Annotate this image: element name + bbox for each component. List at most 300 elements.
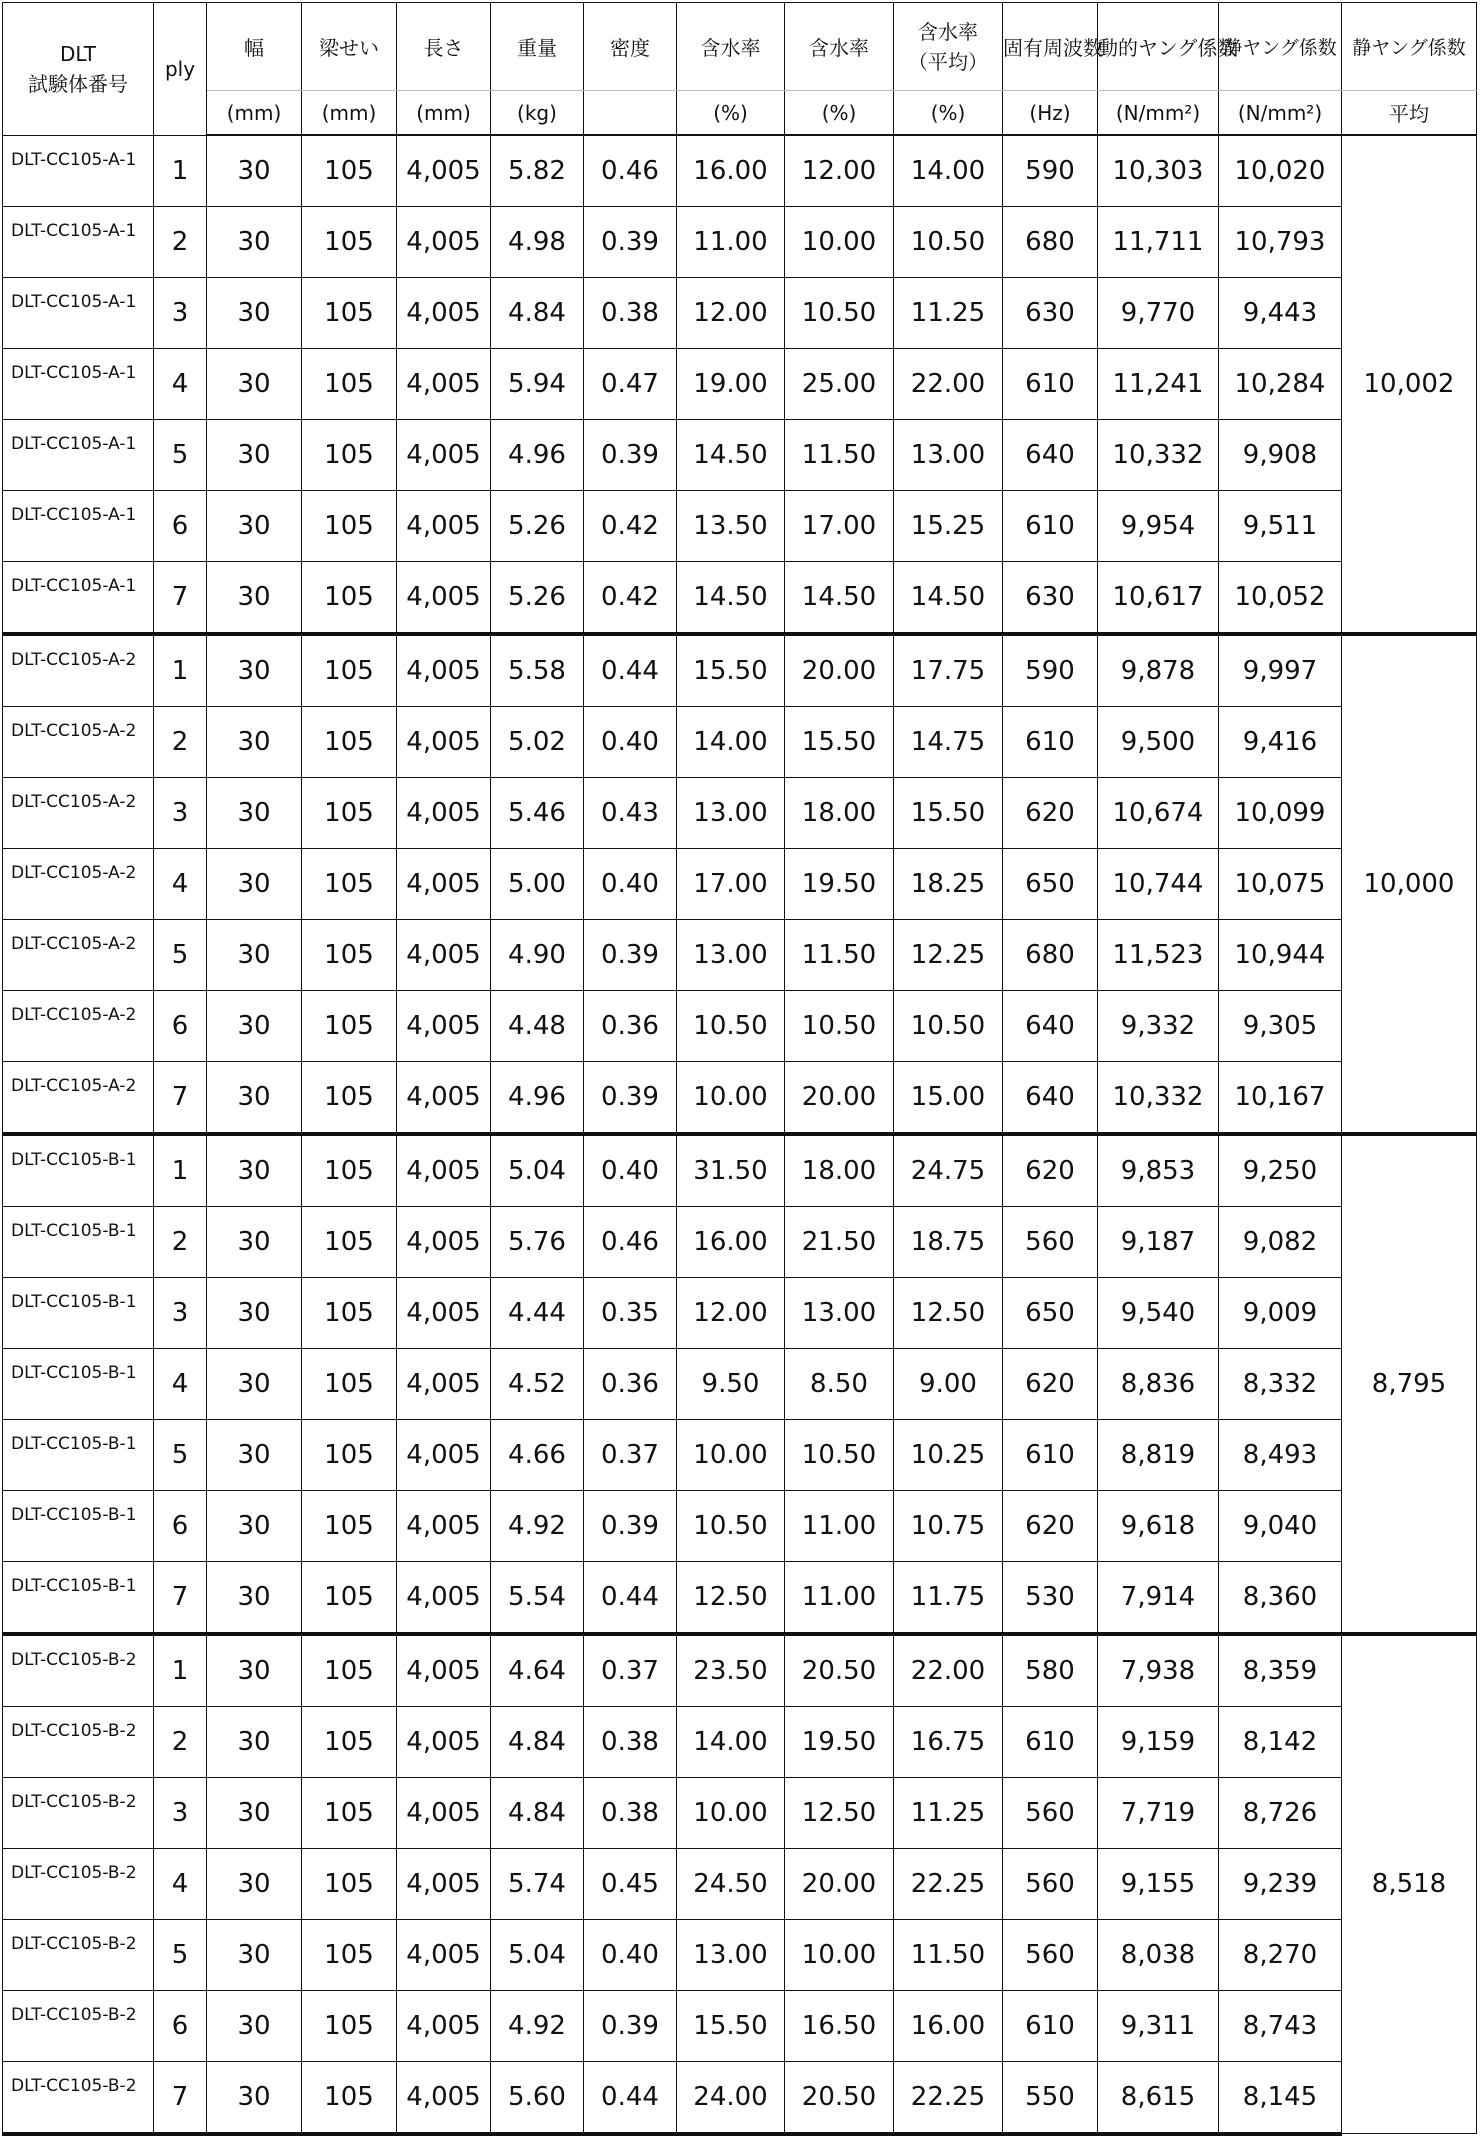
cell-dynamic-young-modulus: 11,241: [1098, 348, 1219, 419]
cell-static-young-modulus: 8,360: [1219, 1561, 1342, 1634]
cell-moisture-2: 11.50: [785, 419, 894, 490]
cell-dynamic-young-modulus: 9,853: [1098, 1134, 1219, 1207]
cell-moisture-1: 10.50: [677, 990, 785, 1061]
cell-specimen-id: DLT-CC105-B-2: [3, 1777, 154, 1848]
cell-depth: 105: [302, 419, 397, 490]
cell-weight: 5.26: [491, 561, 584, 634]
cell-moisture-average: 16.00: [894, 1990, 1003, 2061]
cell-frequency: 550: [1003, 2061, 1098, 2134]
cell-frequency: 610: [1003, 348, 1098, 419]
cell-moisture-1: 12.00: [677, 1277, 785, 1348]
cell-specimen-id: DLT-CC105-B-2: [3, 1990, 154, 2061]
cell-specimen-id: DLT-CC105-B-2: [3, 1634, 154, 1707]
table-row: [3, 135, 1477, 206]
cell-moisture-1: 16.00: [677, 135, 785, 206]
cell-frequency: 640: [1003, 990, 1098, 1061]
cell-length: 4,005: [397, 706, 491, 777]
cell-static-young-modulus: 8,270: [1219, 1919, 1342, 1990]
table-row: [3, 277, 1477, 348]
cell-density: 0.37: [584, 1419, 677, 1490]
cell-specimen-id: DLT-CC105-A-1: [3, 561, 154, 634]
cell-depth: 105: [302, 1777, 397, 1848]
cell-width: 30: [207, 206, 302, 277]
cell-ply: 4: [154, 1348, 207, 1419]
cell-width: 30: [207, 1777, 302, 1848]
cell-density: 0.39: [584, 919, 677, 990]
cell-ply: 6: [154, 1990, 207, 2061]
cell-width: 30: [207, 1206, 302, 1277]
cell-frequency: 620: [1003, 1348, 1098, 1419]
cell-ply: 6: [154, 1490, 207, 1561]
cell-static-young-modulus: 9,009: [1219, 1277, 1342, 1348]
cell-length: 4,005: [397, 1848, 491, 1919]
unit-dynamic-young-modulus: (N/mm²): [1098, 91, 1219, 136]
cell-static-young-modulus: 9,443: [1219, 277, 1342, 348]
cell-width: 30: [207, 1848, 302, 1919]
header-width: 幅: [207, 3, 302, 91]
cell-ply: 6: [154, 990, 207, 1061]
table-row: [3, 490, 1477, 561]
cell-weight: 5.46: [491, 777, 584, 848]
cell-frequency: 640: [1003, 419, 1098, 490]
cell-width: 30: [207, 1919, 302, 1990]
cell-moisture-1: 10.00: [677, 1061, 785, 1134]
cell-dynamic-young-modulus: 7,719: [1098, 1777, 1219, 1848]
cell-dynamic-young-modulus: 10,332: [1098, 419, 1219, 490]
cell-dynamic-young-modulus: 9,311: [1098, 1990, 1219, 2061]
cell-depth: 105: [302, 277, 397, 348]
cell-length: 4,005: [397, 277, 491, 348]
cell-length: 4,005: [397, 1277, 491, 1348]
table-row: [3, 634, 1477, 707]
cell-moisture-average: 17.75: [894, 634, 1003, 707]
cell-frequency: 610: [1003, 1706, 1098, 1777]
cell-specimen-id: DLT-CC105-B-2: [3, 1919, 154, 1990]
cell-weight: 5.04: [491, 1134, 584, 1207]
cell-depth: 105: [302, 1061, 397, 1134]
cell-moisture-average: 11.75: [894, 1561, 1003, 1634]
cell-weight: 5.00: [491, 848, 584, 919]
cell-dynamic-young-modulus: 9,878: [1098, 634, 1219, 707]
cell-moisture-2: 12.00: [785, 135, 894, 206]
cell-length: 4,005: [397, 419, 491, 490]
cell-width: 30: [207, 1061, 302, 1134]
cell-frequency: 680: [1003, 206, 1098, 277]
cell-length: 4,005: [397, 1348, 491, 1419]
cell-weight: 4.96: [491, 1061, 584, 1134]
cell-weight: 5.04: [491, 1919, 584, 1990]
cell-weight: 5.94: [491, 348, 584, 419]
cell-frequency: 610: [1003, 706, 1098, 777]
cell-moisture-1: 10.50: [677, 1490, 785, 1561]
header-static-young-modulus: 静ヤング係数: [1219, 3, 1342, 91]
cell-frequency: 610: [1003, 490, 1098, 561]
cell-width: 30: [207, 706, 302, 777]
cell-depth: 105: [302, 206, 397, 277]
cell-dynamic-young-modulus: 9,770: [1098, 277, 1219, 348]
unit-width: (mm): [207, 91, 302, 136]
cell-ply: 3: [154, 277, 207, 348]
table-row: [3, 1848, 1477, 1919]
cell-moisture-2: 12.50: [785, 1777, 894, 1848]
cell-group-average: 8,518: [1342, 1634, 1477, 2134]
cell-moisture-average: 18.75: [894, 1206, 1003, 1277]
unit-weight: (kg): [491, 91, 584, 136]
cell-depth: 105: [302, 990, 397, 1061]
cell-density: 0.39: [584, 1490, 677, 1561]
cell-length: 4,005: [397, 1561, 491, 1634]
cell-frequency: 630: [1003, 277, 1098, 348]
cell-static-young-modulus: 10,167: [1219, 1061, 1342, 1134]
cell-moisture-average: 11.25: [894, 277, 1003, 348]
table-row: [3, 2061, 1477, 2134]
cell-moisture-average: 22.25: [894, 2061, 1003, 2134]
cell-length: 4,005: [397, 1206, 491, 1277]
table-row: [3, 1061, 1477, 1134]
cell-weight: 5.58: [491, 634, 584, 707]
unit-frequency: (Hz): [1003, 91, 1098, 136]
cell-width: 30: [207, 919, 302, 990]
cell-static-young-modulus: 9,997: [1219, 634, 1342, 707]
header-specimen-id: [3, 3, 154, 136]
cell-moisture-2: 20.00: [785, 634, 894, 707]
cell-density: 0.38: [584, 1706, 677, 1777]
cell-moisture-average: 15.25: [894, 490, 1003, 561]
table-row: [3, 848, 1477, 919]
cell-specimen-id: DLT-CC105-B-2: [3, 2061, 154, 2134]
cell-moisture-2: 19.50: [785, 848, 894, 919]
cell-moisture-average: 22.25: [894, 1848, 1003, 1919]
cell-length: 4,005: [397, 1706, 491, 1777]
cell-depth: 105: [302, 348, 397, 419]
cell-depth: 105: [302, 135, 397, 206]
cell-group-average: 10,002: [1342, 135, 1477, 634]
header-weight: 重量: [491, 3, 584, 91]
cell-weight: 5.74: [491, 1848, 584, 1919]
cell-frequency: 620: [1003, 1490, 1098, 1561]
cell-frequency: 650: [1003, 848, 1098, 919]
cell-dynamic-young-modulus: 9,155: [1098, 1848, 1219, 1919]
cell-dynamic-young-modulus: 8,038: [1098, 1919, 1219, 1990]
cell-depth: 105: [302, 2061, 397, 2134]
table-row: [3, 1777, 1477, 1848]
cell-moisture-average: 15.50: [894, 777, 1003, 848]
cell-width: 30: [207, 777, 302, 848]
cell-ply: 3: [154, 777, 207, 848]
cell-density: 0.47: [584, 348, 677, 419]
cell-frequency: 620: [1003, 777, 1098, 848]
cell-ply: 1: [154, 634, 207, 707]
cell-length: 4,005: [397, 561, 491, 634]
unit-length: (mm): [397, 91, 491, 136]
cell-length: 4,005: [397, 1634, 491, 1707]
cell-group-average: 10,000: [1342, 634, 1477, 1134]
cell-dynamic-young-modulus: 11,523: [1098, 919, 1219, 990]
cell-specimen-id: DLT-CC105-B-1: [3, 1419, 154, 1490]
cell-specimen-id: DLT-CC105-A-2: [3, 1061, 154, 1134]
table-row: [3, 1134, 1477, 1207]
cell-width: 30: [207, 1706, 302, 1777]
cell-density: 0.39: [584, 1990, 677, 2061]
cell-moisture-1: 15.50: [677, 1990, 785, 2061]
cell-specimen-id: DLT-CC105-B-2: [3, 1848, 154, 1919]
cell-weight: 4.44: [491, 1277, 584, 1348]
table-row: [3, 990, 1477, 1061]
cell-specimen-id: DLT-CC105-A-1: [3, 348, 154, 419]
cell-specimen-id: DLT-CC105-A-2: [3, 634, 154, 707]
cell-weight: 4.92: [491, 1490, 584, 1561]
unit-moisture-2: (%): [785, 91, 894, 136]
cell-depth: 105: [302, 1134, 397, 1207]
cell-ply: 3: [154, 1777, 207, 1848]
cell-width: 30: [207, 1277, 302, 1348]
header-moisture-average-line1: 含水率: [918, 19, 978, 44]
header-depth: 梁せい: [302, 3, 397, 91]
cell-frequency: 560: [1003, 1206, 1098, 1277]
cell-dynamic-young-modulus: 7,914: [1098, 1561, 1219, 1634]
cell-depth: 105: [302, 1919, 397, 1990]
cell-length: 4,005: [397, 990, 491, 1061]
cell-weight: 5.54: [491, 1561, 584, 1634]
header-natural-frequency: 固有周波数: [1003, 3, 1098, 91]
table-row: [3, 777, 1477, 848]
cell-specimen-id: DLT-CC105-A-2: [3, 919, 154, 990]
header-static-young-modulus-average: 静ヤング係数: [1342, 3, 1477, 91]
table-row: [3, 1277, 1477, 1348]
cell-specimen-id: DLT-CC105-A-2: [3, 706, 154, 777]
cell-density: 0.40: [584, 706, 677, 777]
cell-moisture-1: 12.50: [677, 1561, 785, 1634]
cell-frequency: 620: [1003, 1134, 1098, 1207]
cell-width: 30: [207, 634, 302, 707]
cell-density: 0.42: [584, 490, 677, 561]
cell-static-young-modulus: 10,944: [1219, 919, 1342, 990]
cell-moisture-average: 10.50: [894, 206, 1003, 277]
header-moisture-1: 含水率: [677, 3, 785, 91]
cell-moisture-2: 14.50: [785, 561, 894, 634]
cell-moisture-1: 15.50: [677, 634, 785, 707]
cell-moisture-2: 21.50: [785, 1206, 894, 1277]
cell-width: 30: [207, 348, 302, 419]
cell-width: 30: [207, 848, 302, 919]
unit-static-young-modulus: (N/mm²): [1219, 91, 1342, 136]
cell-moisture-average: 22.00: [894, 1634, 1003, 1707]
cell-frequency: 610: [1003, 1990, 1098, 2061]
cell-specimen-id: DLT-CC105-B-1: [3, 1134, 154, 1207]
cell-moisture-2: 17.00: [785, 490, 894, 561]
cell-dynamic-young-modulus: 9,500: [1098, 706, 1219, 777]
table-row: [3, 1490, 1477, 1561]
cell-length: 4,005: [397, 1990, 491, 2061]
cell-static-young-modulus: 9,511: [1219, 490, 1342, 561]
cell-moisture-2: 20.50: [785, 1634, 894, 1707]
cell-moisture-average: 10.50: [894, 990, 1003, 1061]
cell-density: 0.42: [584, 561, 677, 634]
cell-density: 0.36: [584, 990, 677, 1061]
cell-width: 30: [207, 1990, 302, 2061]
cell-static-young-modulus: 8,743: [1219, 1990, 1342, 2061]
cell-moisture-average: 10.75: [894, 1490, 1003, 1561]
cell-frequency: 580: [1003, 1634, 1098, 1707]
cell-width: 30: [207, 419, 302, 490]
cell-density: 0.38: [584, 1777, 677, 1848]
cell-static-young-modulus: 10,052: [1219, 561, 1342, 634]
cell-moisture-2: 11.00: [785, 1490, 894, 1561]
cell-moisture-1: 24.00: [677, 2061, 785, 2134]
cell-width: 30: [207, 1134, 302, 1207]
cell-weight: 4.84: [491, 277, 584, 348]
cell-length: 4,005: [397, 848, 491, 919]
cell-specimen-id: DLT-CC105-A-2: [3, 777, 154, 848]
cell-frequency: 590: [1003, 135, 1098, 206]
cell-length: 4,005: [397, 777, 491, 848]
cell-weight: 5.02: [491, 706, 584, 777]
cell-moisture-2: 10.50: [785, 277, 894, 348]
table-row: [3, 1206, 1477, 1277]
header-moisture-2: 含水率: [785, 3, 894, 91]
cell-weight: 4.64: [491, 1634, 584, 1707]
cell-weight: 4.98: [491, 206, 584, 277]
cell-moisture-2: 19.50: [785, 1706, 894, 1777]
cell-moisture-average: 22.00: [894, 348, 1003, 419]
cell-width: 30: [207, 1561, 302, 1634]
cell-frequency: 590: [1003, 634, 1098, 707]
table-row: [3, 919, 1477, 990]
cell-static-young-modulus: 9,416: [1219, 706, 1342, 777]
cell-static-young-modulus: 9,040: [1219, 1490, 1342, 1561]
header-moisture-average-line2: （平均）: [908, 49, 988, 74]
cell-specimen-id: DLT-CC105-A-1: [3, 277, 154, 348]
cell-width: 30: [207, 277, 302, 348]
cell-length: 4,005: [397, 634, 491, 707]
cell-ply: 5: [154, 1419, 207, 1490]
cell-depth: 105: [302, 1419, 397, 1490]
cell-length: 4,005: [397, 1919, 491, 1990]
cell-moisture-2: 15.50: [785, 706, 894, 777]
cell-dynamic-young-modulus: 7,938: [1098, 1634, 1219, 1707]
cell-ply: 2: [154, 1206, 207, 1277]
cell-specimen-id: DLT-CC105-B-1: [3, 1348, 154, 1419]
cell-weight: 5.60: [491, 2061, 584, 2134]
cell-frequency: 560: [1003, 1919, 1098, 1990]
cell-specimen-id: DLT-CC105-B-1: [3, 1277, 154, 1348]
cell-static-young-modulus: 10,075: [1219, 848, 1342, 919]
cell-moisture-2: 13.00: [785, 1277, 894, 1348]
cell-weight: 4.92: [491, 1990, 584, 2061]
cell-length: 4,005: [397, 1061, 491, 1134]
cell-moisture-1: 13.50: [677, 490, 785, 561]
cell-moisture-average: 10.25: [894, 1419, 1003, 1490]
cell-density: 0.44: [584, 2061, 677, 2134]
table-row: [3, 348, 1477, 419]
cell-density: 0.39: [584, 1061, 677, 1134]
cell-moisture-1: 14.50: [677, 561, 785, 634]
cell-dynamic-young-modulus: 8,615: [1098, 2061, 1219, 2134]
cell-specimen-id: DLT-CC105-A-1: [3, 206, 154, 277]
cell-moisture-2: 10.50: [785, 1419, 894, 1490]
cell-depth: 105: [302, 706, 397, 777]
cell-static-young-modulus: 10,020: [1219, 135, 1342, 206]
cell-density: 0.46: [584, 1206, 677, 1277]
cell-static-young-modulus: 9,082: [1219, 1206, 1342, 1277]
cell-length: 4,005: [397, 135, 491, 206]
cell-density: 0.39: [584, 419, 677, 490]
cell-moisture-1: 19.00: [677, 348, 785, 419]
cell-depth: 105: [302, 1490, 397, 1561]
header-specimen-id-line2: 試験体番号: [28, 71, 128, 96]
cell-length: 4,005: [397, 1419, 491, 1490]
cell-moisture-average: 14.50: [894, 561, 1003, 634]
cell-ply: 4: [154, 348, 207, 419]
cell-moisture-1: 31.50: [677, 1134, 785, 1207]
cell-specimen-id: DLT-CC105-B-1: [3, 1490, 154, 1561]
cell-weight: 4.96: [491, 419, 584, 490]
cell-ply: 1: [154, 1134, 207, 1207]
cell-static-young-modulus: 10,793: [1219, 206, 1342, 277]
table-row: [3, 1419, 1477, 1490]
cell-depth: 105: [302, 1706, 397, 1777]
header-specimen-id-line1: DLT: [59, 41, 96, 66]
cell-length: 4,005: [397, 490, 491, 561]
cell-ply: 4: [154, 848, 207, 919]
cell-density: 0.36: [584, 1348, 677, 1419]
unit-density: [584, 91, 677, 136]
cell-depth: 105: [302, 1348, 397, 1419]
cell-moisture-2: 16.50: [785, 1990, 894, 2061]
cell-length: 4,005: [397, 206, 491, 277]
cell-moisture-1: 13.00: [677, 919, 785, 990]
cell-moisture-2: 25.00: [785, 348, 894, 419]
cell-depth: 105: [302, 561, 397, 634]
unit-depth: (mm): [302, 91, 397, 136]
cell-frequency: 560: [1003, 1848, 1098, 1919]
cell-density: 0.46: [584, 135, 677, 206]
cell-weight: 4.84: [491, 1706, 584, 1777]
cell-moisture-2: 20.00: [785, 1848, 894, 1919]
cell-width: 30: [207, 1419, 302, 1490]
table-row: [3, 1919, 1477, 1990]
cell-ply: 7: [154, 1561, 207, 1634]
cell-moisture-1: 24.50: [677, 1848, 785, 1919]
cell-dynamic-young-modulus: 9,332: [1098, 990, 1219, 1061]
cell-static-young-modulus: 10,099: [1219, 777, 1342, 848]
cell-specimen-id: DLT-CC105-B-1: [3, 1206, 154, 1277]
cell-ply: 2: [154, 1706, 207, 1777]
cell-dynamic-young-modulus: 10,674: [1098, 777, 1219, 848]
cell-ply: 1: [154, 1634, 207, 1707]
cell-moisture-1: 14.00: [677, 706, 785, 777]
cell-density: 0.40: [584, 1134, 677, 1207]
cell-static-young-modulus: 10,284: [1219, 348, 1342, 419]
cell-specimen-id: DLT-CC105-A-2: [3, 990, 154, 1061]
cell-moisture-average: 16.75: [894, 1706, 1003, 1777]
cell-dynamic-young-modulus: 10,744: [1098, 848, 1219, 919]
cell-moisture-1: 23.50: [677, 1634, 785, 1707]
cell-dynamic-young-modulus: 8,819: [1098, 1419, 1219, 1490]
cell-static-young-modulus: 8,726: [1219, 1777, 1342, 1848]
cell-dynamic-young-modulus: 9,187: [1098, 1206, 1219, 1277]
cell-moisture-2: 10.50: [785, 990, 894, 1061]
cell-moisture-average: 12.50: [894, 1277, 1003, 1348]
cell-group-average: 8,795: [1342, 1134, 1477, 1634]
cell-depth: 105: [302, 1561, 397, 1634]
cell-length: 4,005: [397, 919, 491, 990]
cell-ply: 6: [154, 490, 207, 561]
header-dynamic-young-modulus: 動的ヤング係数: [1098, 3, 1219, 91]
cell-ply: 7: [154, 561, 207, 634]
cell-width: 30: [207, 490, 302, 561]
cell-moisture-1: 13.00: [677, 1919, 785, 1990]
